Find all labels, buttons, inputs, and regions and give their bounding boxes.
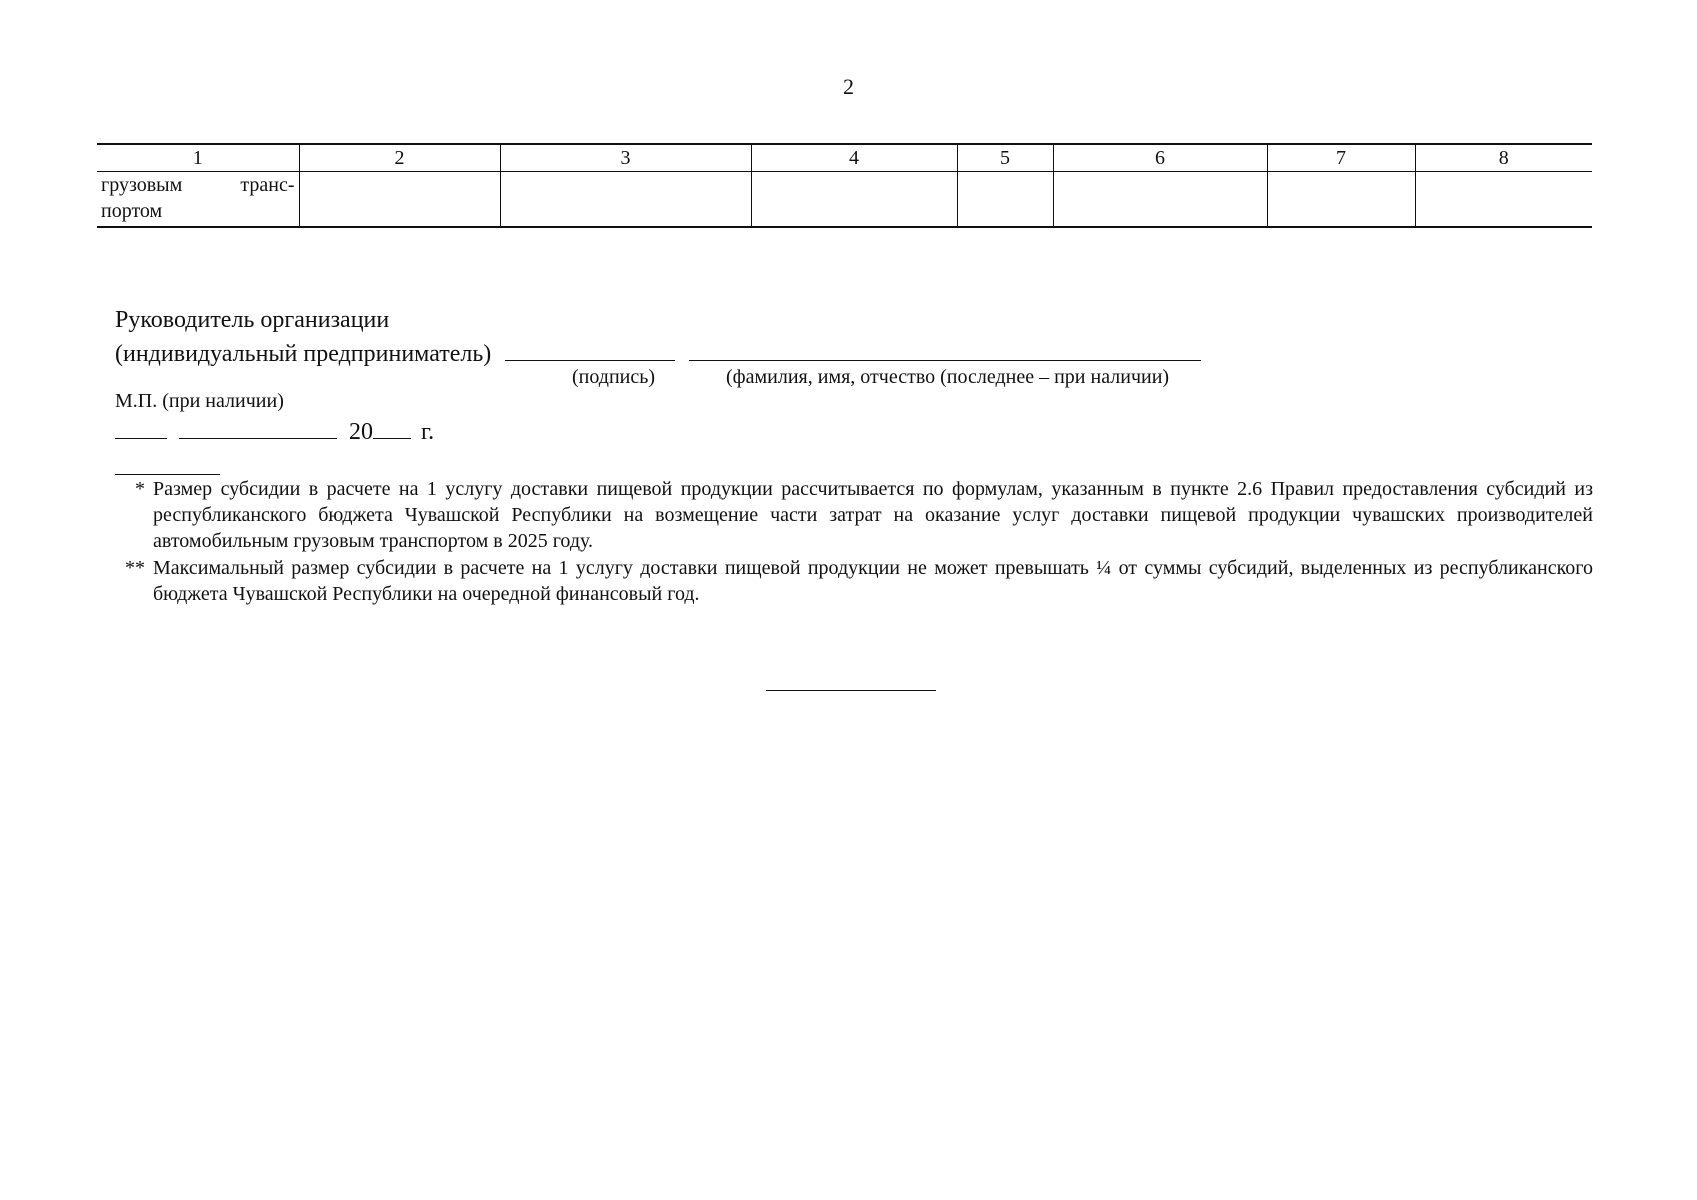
date-year-suffix: г. [421, 419, 435, 445]
table-cell-2 [299, 172, 500, 228]
column-header-8: 8 [1415, 144, 1592, 172]
footnote-1 [113, 476, 1593, 554]
column-header-2: 2 [299, 144, 500, 172]
signature-line [505, 336, 675, 361]
signature-block [115, 304, 1201, 370]
full-name-line [689, 336, 1201, 361]
footnote-text: Размер субсидии в расчете на 1 услугу доставки пищевой продукции рассчитывается по формулам, указанным в пункте 2.6 Правил предоставления субсидий из республиканского бюджета Чувашской Республики на возмещение части затрат на оказание услуг доставки пищевой продукции чувашских производителей автомобильным грузовым транспортом в 2025 году. [153, 478, 1593, 552]
table-cell-8 [1415, 172, 1592, 228]
footnote-2 [113, 555, 1593, 607]
column-header-7: 7 [1267, 144, 1415, 172]
end-of-document-rule [766, 690, 936, 691]
date-row [115, 416, 434, 447]
signatory-subtitle: (индивидуальный предприниматель) [115, 341, 492, 367]
table-cell-5 [957, 172, 1053, 228]
column-header-4: 4 [751, 144, 957, 172]
continuation-table [97, 143, 1592, 228]
column-header-6: 6 [1053, 144, 1267, 172]
date-year-blank [373, 416, 411, 439]
footnote-mark: ** [125, 557, 145, 579]
date-month-blank [179, 416, 337, 439]
date-day-blank [115, 416, 167, 439]
table-header-row [97, 144, 1592, 172]
table-cell-1: грузовым транс-портом [97, 172, 299, 228]
column-header-3: 3 [500, 144, 751, 172]
signatory-subtitle-line [115, 336, 1201, 370]
stamp-placeholder: М.П. (при наличии) [115, 390, 284, 412]
table-row [97, 172, 1592, 228]
table-cell-4 [751, 172, 957, 228]
full-name-caption: (фамилия, имя, отчество (последнее – при наличии) [726, 366, 1170, 388]
footnote-mark: * [135, 478, 145, 500]
signature-caption: (подпись) [572, 366, 656, 388]
table-cell-3 [500, 172, 751, 228]
table-cell-6 [1053, 172, 1267, 228]
signatory-title: Руководитель организации [115, 307, 390, 333]
date-year-prefix: 20 [349, 419, 373, 445]
column-header-1: 1 [97, 144, 299, 172]
footnote-text: Максимальный размер субсидии в расчете на 1 услугу доставки пищевой продукции не может превышать ¼ от суммы субсидий, выделенных из республиканского бюджета Чувашской Республики на очередной финансовый год. [153, 557, 1593, 605]
column-header-5: 5 [957, 144, 1053, 172]
table-cell-7 [1267, 172, 1415, 228]
footnotes [113, 476, 1593, 608]
page-number: 2 [843, 74, 854, 99]
footnote-separator [115, 474, 220, 475]
